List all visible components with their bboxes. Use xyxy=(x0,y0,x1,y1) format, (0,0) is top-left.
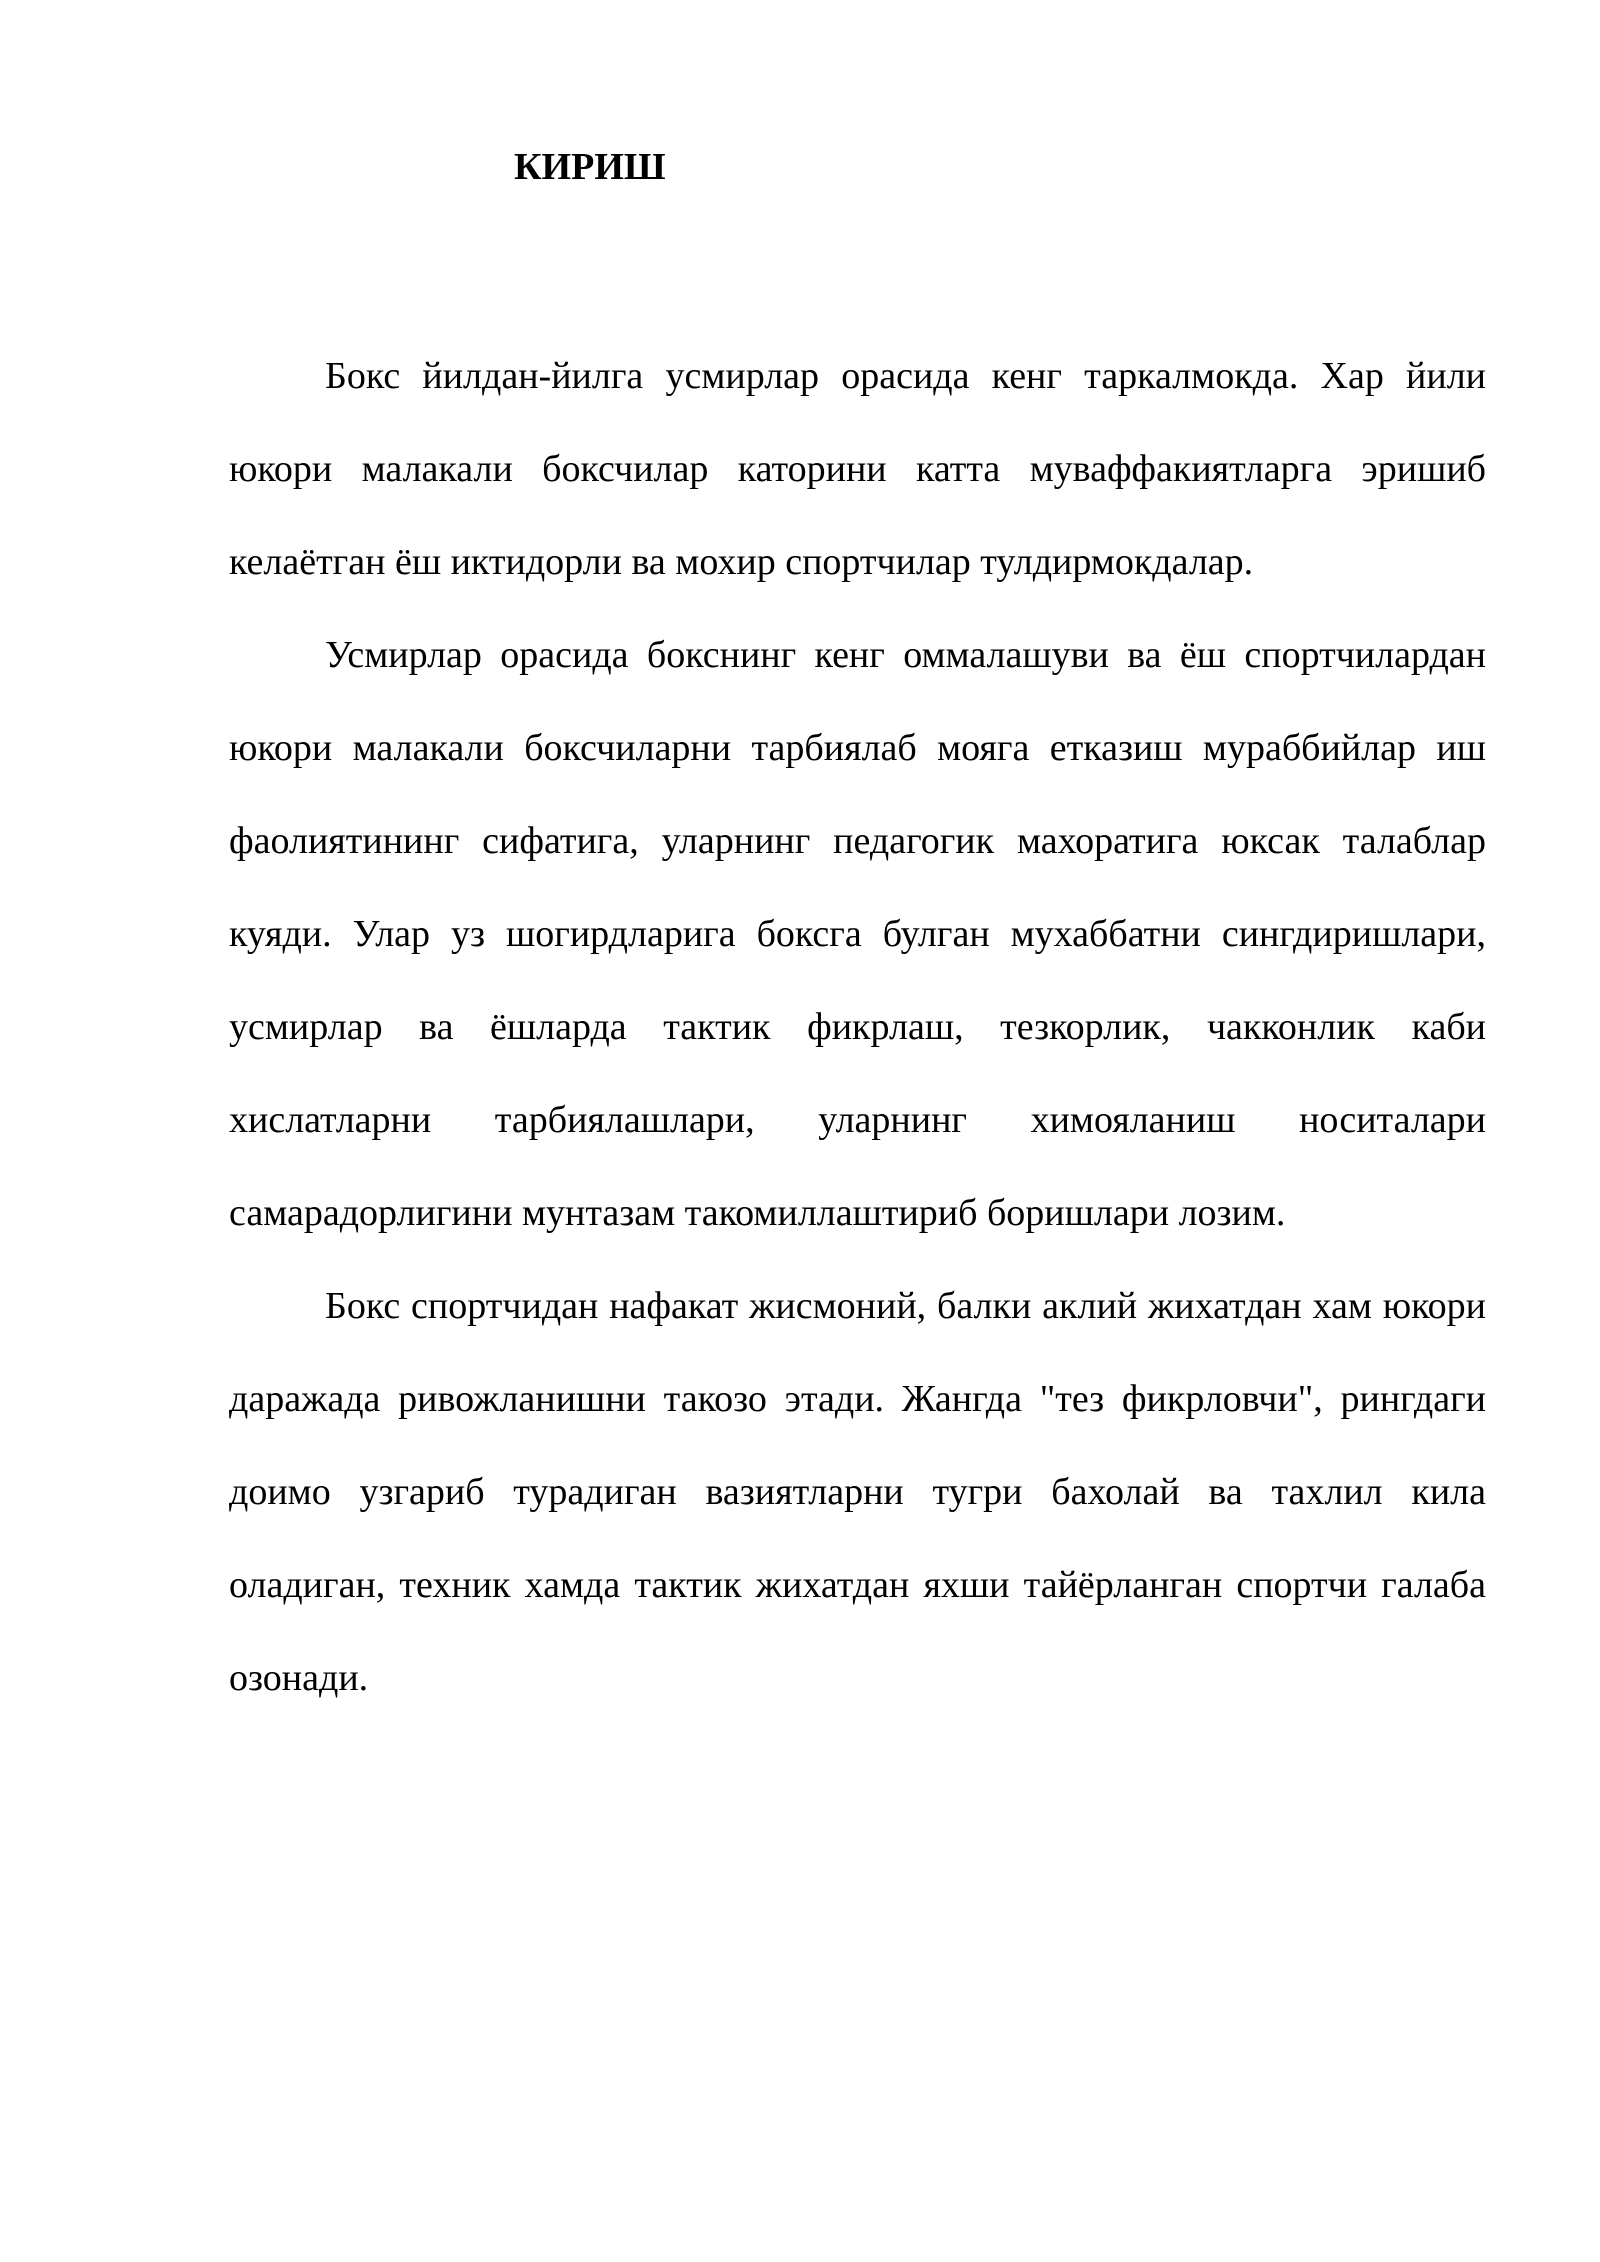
paragraph-1: Бокс йилдан-йилга усмирлар орасида кенг таркалмокда. Хар йили юкори малакали боксчилар каторини катта муваффакиятларга эришиб келаётган ёш иктидорли ва мохир спортчилар тулдирмокдалар. xyxy=(229,355,1486,583)
paragraph-2: Усмирлар орасида бокснинг кенг оммалашуви ва ёш спортчилардан юкори малакали боксчиларни тарбиялаб мояга етказиш мураббийлар иш фаолиятининг сифатига, уларнинг педагогик махоратига юксак талаблар куяди. Улар уз шогирдларига боксга булган мухаббатни сингдиришлари, усмирлар ва ёшларда тактик фикрлаш, тезкорлик, чакконлик каби хислатларни тарбиялашлари, уларнинг химояланиш носиталари самарадорлигини мунтазам такомиллаштириб боришлари лозим. xyxy=(229,634,1486,1234)
page-title: КИРИШ xyxy=(514,146,666,188)
paragraph-3: Бокс спортчидан нафакат жисмоний, балки аклий жихатдан хам юкори даражада ривожланишни такозо этади. Жангда "тез фикрловчи", рингдаги доимо узгариб турадиган вазиятларни тугри бахолай ва тахлил кила оладиган, техник хамда тактик жихатдан яхши тайёрланган спортчи галаба озонади. xyxy=(229,1285,1486,1699)
document-body xyxy=(229,330,1486,1725)
